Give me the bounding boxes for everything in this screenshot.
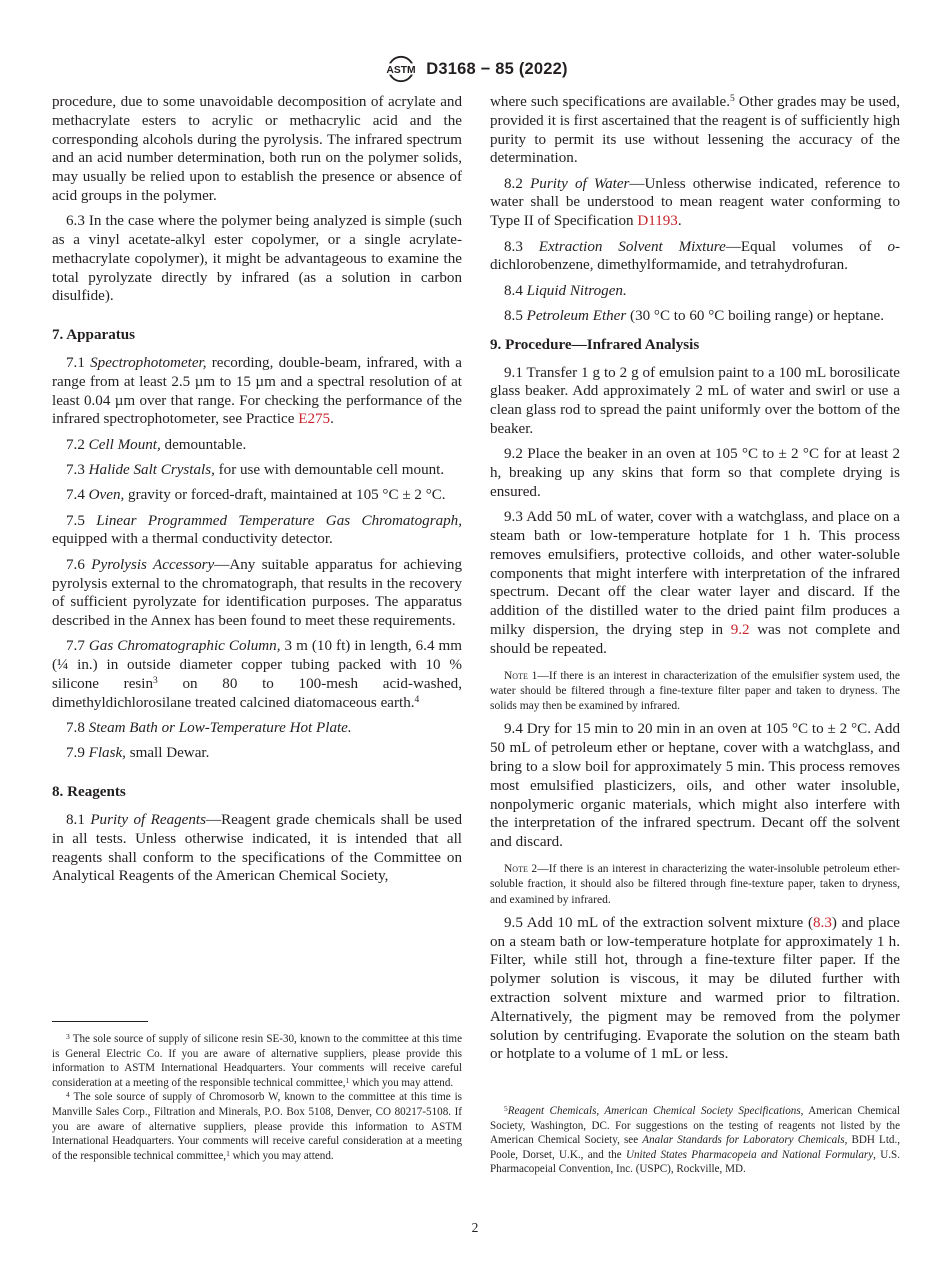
section-8-3: 8.3 Extraction Solvent Mixture—Equal volumes of o-dichlorobenzene, dimethylformamide, and tetrahydrofuran. [490,238,901,274]
section-7-8: 7.8 Steam Bath or Low-Temperature Hot Plate. [66,720,352,737]
section-7-9: 7.9 Flask, small Dewar. [66,745,210,762]
ref-9-2[interactable]: 9.2 [730,621,750,638]
left-footnotes [52,1021,462,1163]
section-9-4: 9.4 Dry for 15 min to 20 min in an oven at 105 °C to ± 2 °C. Add 50 mL of petroleum ether or heptane, cover with a watchglass, and bring to a slow boil for approximately 5 min. This process removes most emulsified plasticizers, oils, and other water insoluble, nonpolymeric organic materials, which might also interfere with the interpretation of the infrared spectrum. Decant off the solvent and discard. [490,721,900,851]
page-number: 2 [471,1220,479,1235]
footnote-3: $^3$ The sole source of supply of silicone resin SE-30, known to the committee at this time is General Electric Co. If you are aware of alternative suppliers, please provide this information to ASTM International Headquarters. Your comments will receive careful consideration at a meeting of the responsible technical committee,$^1$ which you may attend. [52,1032,462,1089]
paragraph-continued: procedure, due to some unavoidable decomposition of acrylate and methacrylate esters to acrylic or methacrylic acid and the corresponding alcohols during the pyrolysis. The infrared spectrum and an acid number determination, both run on the polymer solids, may usually be relied upon to establish the presence or absence of acid groups in the polymer. [52,94,462,204]
section-7-6: 7.6 Pyrolysis Accessory—Any suitable apparatus for achieving pyrolysis external to the chromatograph, that results in the recovery of sufficient pyrolyzate for identification purposes. The apparatus described in the Annex has been found to meet these requirements. [52,556,462,630]
section-7-4: 7.4 Oven, gravity or forced-draft, maintained at 105 °C ± 2 °C. [66,487,446,504]
heading-procedure: 9. Procedure—Infrared Analysis [490,336,700,353]
section-7-3: 7.3 Halide Salt Crystals, for use with demountable cell mount. [66,462,445,479]
section-7-1: 7.1 Spectrophotometer, recording, double-beam, infrared, with a range from at least 2.5 µm to 15 µm and a spectral resolution of at least 0.04 µm over that range. For checking the performance of the infrared spectrophotometer, see Practice E275. [52,355,462,428]
section-9-2: 9.2 Place the beaker in an oven at 105 °C to ± 2 °C for at least 2 h, breaking up any skins that form so that complete drying is ensured. [490,446,900,500]
right-column [490,93,900,1064]
footnote-ref-4[interactable]: 4 [414,694,420,705]
heading-reagents: 8. Reagents [52,784,126,801]
note-1: Note 1—If there is an interest in characterization of the emulsifier system used, the water should be filtered through a fine-texture filter paper and taken to dryness. The solids may then be examined by infrared. [490,669,900,713]
heading-apparatus: 7. Apparatus [52,327,136,344]
section-7-7: 7.7 Gas Chromatographic Column, 3 m (10 ft) in length, 6.4 mm (¼ in.) in outside diameter copper tubing packed with 10 % silicone resin$^3$ on 80 to 100-mesh acid-washed, dimethyldichlorosilane treated calcined diatomaceous earth.$^4$ [52,638,463,711]
section-8-4: 8.4 Liquid Nitrogen. [504,282,627,299]
ref-e275[interactable]: E275 [298,411,331,428]
section-9-5: 9.5 Add 10 mL of the extraction solvent mixture (8.3) and place on a steam bath or low-temperature hotplate for approximately 1 h. Filter, while still hot, through a fine-texture filter paper. If the polymer solution is viscous, it may be diluted further with extraction solvent mixture and warmed prior to filtration. Alternatively, the pigment may be removed from the polymer solution by centrifuging. Evaporate the solution on the steam bath or hotplate to a volume of 1 mL or less. [490,914,900,1063]
footnote-5: $^5$Reagent Chemicals, American Chemical Society Specifications, American Chemical Society, Washington, DC. For suggestions on the testing of reagents not listed by the American Chemical Society, see Analar Standards for Laboratory Chemicals, BDH Ltd., Poole, Dorset, U.K., and the United States Pharmacopeia and National Formulary, U.S. Pharmacopeial Convention, Inc. (USPC), Rockville, MD. [490,1104,900,1176]
section-9-3: 9.3 Add 50 mL of water, cover with a watchglass, and place on a steam bath or low-temperature hotplate for 1 h. This process removes emulsifiers, protective colloids, and other water-soluble components that might interfere with interpretation of the infrared spectrum. Decant off the clear water layer and discard. If the addition of the distilled water to the dried paint film produces a milky dispersion, the drying step in 9.2 was not complete and should be repeated. [490,509,901,657]
footnote-ref-3[interactable]: 3 [153,676,158,687]
section-9-1: 9.1 Transfer 1 g to 2 g of emulsion paint to a 100 mL borosilicate glass beaker. Add approximately 2 mL of water and swirl or use a clean glass rod to spread the paint uniformly over the bottom of the beaker. [490,364,900,437]
logo-text: ASTM [386,65,416,77]
paragraph-continued-right: where such specifications are available.$^5$ Other grades may be used, provided it is first ascertained that the reagent is of sufficiently high purity to permit its use without lessening the accuracy of the determination. [490,94,900,167]
section-8-2: 8.2 Purity of Water—Unless otherwise indicated, reference to water shall be understood to mean reagent water conforming to Type II of Specification D1193. [490,175,901,230]
footnote-4: $^4$ The sole source of supply of Chromosorb W, known to the committee at this time is Manville Sales Corp., Filtration and Minerals, P.O. Box 5108, Denver, CO 80217-5108. If you are aware of alternative suppliers, please provide this information to ASTM International Headquarters. Your comments will receive careful consideration at a meeting of the responsible technical committee,$^1$ which you may attend. [52,1090,462,1162]
left-column [52,93,462,886]
section-7-2: 7.2 Cell Mount, demountable. [66,436,247,453]
footnote-ref-5[interactable]: 5 [730,94,735,104]
section-7-5: 7.5 Linear Programmed Temperature Gas Chromatograph, equipped with a thermal conductivity detector. [52,512,463,548]
note-2: Note 2—If there is an interest in characterizing the water-insoluble petroleum ether-soluble fraction, it should also be filtered through fine-texture paper, taken to dryness, and examined by infrared. [490,862,901,906]
ref-d1193[interactable]: D1193 [637,213,678,230]
section-6-3: 6.3 In the case where the polymer being analyzed is simple (such as a vinyl acetate-alkyl ester copolymer, or a single acrylate-methacrylate copolymer), it might be advantageous to examine the total pyrolyzate directly by infrared (as a solution in carbon disulfide). [52,213,462,305]
section-8-1: 8.1 Purity of Reagents—Reagent grade chemicals shall be used in all tests. Unless otherwise indicated, it is intended that all reagents shall conform to the specifications of the Committee on Analytical Reagents of the American Chemical Society, [52,812,463,885]
section-8-5: 8.5 Petroleum Ether (30 °C to 60 °C boiling range) or heptane. [504,307,884,324]
astm-logo-icon [382,54,420,84]
page-header [0,52,950,86]
designation: D3168 − 85 (2022) [426,59,568,78]
right-footnotes [490,1104,900,1177]
ref-8-3[interactable]: 8.3 [813,914,832,931]
